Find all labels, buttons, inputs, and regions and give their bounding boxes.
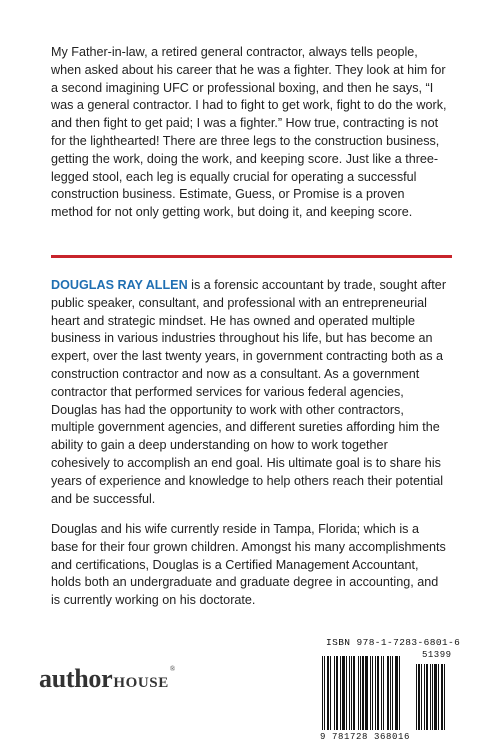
barcode-bar bbox=[444, 664, 445, 730]
author-name: DOUGLAS RAY ALLEN bbox=[51, 278, 188, 292]
logo-house-text: HOUSE bbox=[113, 675, 169, 691]
publisher-logo bbox=[39, 666, 175, 692]
isbn-label: ISBN 978-1-7283-6801-6 bbox=[326, 637, 461, 648]
author-bio-text: is a forensic accountant by trade, sought after public speaker, consultant, and professional with an entrepreneurial heart and strategic mindset. He has owned and operated multiple business in various industries throughout his life, but has become an expert, over the last twenty years, in government contracting both as a construction contractor and now as a consultant. As a government contractor that performed services for various federal agencies, Douglas has had the opportunity to work with other contractors, multiple government agencies, and different sureties affording him the ability to gain a deep understanding on how to work together cohesively to accomplish an end goal. His ultimate goal is to share his years of experience and knowledge to help others reach their potential and be successful. bbox=[51, 278, 447, 506]
barcode-addon-digits: 51399 bbox=[422, 650, 452, 660]
logo-author-text: author bbox=[39, 664, 113, 693]
red-divider bbox=[51, 255, 452, 258]
barcode-bars bbox=[322, 656, 410, 730]
registered-mark: ® bbox=[169, 665, 176, 673]
barcode bbox=[318, 648, 464, 740]
barcode-digits: 9 781728 368016 bbox=[320, 732, 411, 742]
barcode-addon-bars bbox=[416, 664, 458, 730]
intro-paragraph: My Father-in-law, a retired general contractor, always tells people, when asked about his career that he was a fighter. They look at him for a second imagining UFC or professional boxing, and then he says, “I was a general contractor. I had to fight to get work, fight to do the work, and then fight to get paid; I was a fighter.” How true, contracting is not for the lighthearted! There are three legs to the construction business, getting the work, doing the work, and keeping score. Just like a three-legged stool, each leg is equally crucial for operating a successful construction business. Estimate, Guess, or Promise is a proven method for not only getting work, but doing it, and keeping score. bbox=[51, 45, 447, 220]
author-bio-paragraph bbox=[51, 277, 449, 508]
barcode-bar bbox=[400, 656, 401, 730]
author-bio-paragraph-2: Douglas and his wife currently reside in Tampa, Florida; which is a base for their four grown children. Amongst his many accomplishments and certifications, Douglas is a Certified Management Accountant, holds both an undergraduate and graduate degree in accounting, and is currently working on his doctorate. bbox=[51, 522, 446, 608]
